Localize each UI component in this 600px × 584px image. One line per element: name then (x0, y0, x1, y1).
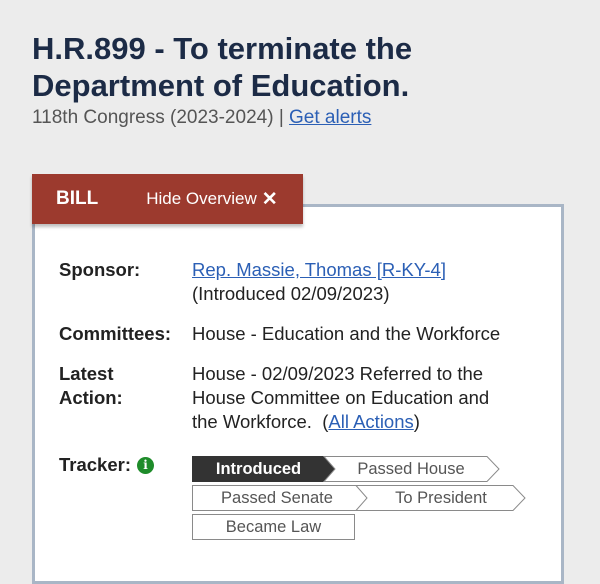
all-actions-link[interactable]: All Actions (328, 411, 414, 432)
tracker-step-label: To President (395, 489, 487, 507)
close-icon: ✕ (261, 188, 278, 210)
tab-bill[interactable]: BILL (56, 188, 99, 209)
tracker-step-label: Passed House (357, 460, 465, 478)
bill-subtitle (32, 106, 371, 130)
latest-action-label (59, 362, 123, 410)
congress-label: 118th Congress (2023-2024) (32, 107, 274, 128)
latest-label-line-1: Latest (59, 363, 114, 384)
tracker-step-passed-house (323, 456, 501, 482)
tracker-step-label: Passed Senate (221, 489, 333, 507)
committees-value: House - Education and the Workforce (192, 323, 501, 344)
overview-tab-bar (32, 174, 303, 224)
page-title: H.R.899 - To terminate the Department of Education. (32, 31, 413, 103)
tracker-label-row (59, 453, 154, 477)
info-icon[interactable]: i (137, 457, 154, 474)
subtitle-separator: | (278, 107, 284, 128)
hide-overview-button[interactable] (146, 188, 277, 211)
latest-action-line-3: the Workforce. (192, 411, 312, 432)
sponsor-label: Sponsor: (59, 259, 141, 280)
latest-action-value (192, 362, 532, 434)
latest-action-line-1: House - 02/09/2023 Referred to the (192, 363, 484, 384)
get-alerts-link[interactable]: Get alerts (289, 107, 372, 128)
sponsor-introduced: (Introduced 02/09/2023) (192, 283, 390, 304)
tracker-step-label: Introduced (215, 460, 302, 478)
tracker-step-label: Became Law (225, 518, 322, 536)
hide-overview-label: Hide Overview (146, 189, 257, 208)
tracker-step-passed-senate (192, 485, 370, 511)
sponsor-link[interactable]: Rep. Massie, Thomas [R-KY-4] (192, 259, 446, 280)
all-actions-close-paren: ) (413, 411, 420, 432)
committees-label: Committees: (59, 323, 172, 344)
tracker-label: Tracker: (59, 454, 131, 475)
all-actions-open-paren: ( (322, 411, 329, 432)
latest-label-line-2: Action: (59, 387, 123, 408)
tracker-step-became-law (192, 514, 356, 540)
latest-action-line-2: House Committee on Education and (192, 387, 490, 408)
tracker-step-introduced (192, 456, 337, 482)
tracker-step-to-president (355, 485, 527, 511)
sponsor-value (192, 258, 532, 306)
